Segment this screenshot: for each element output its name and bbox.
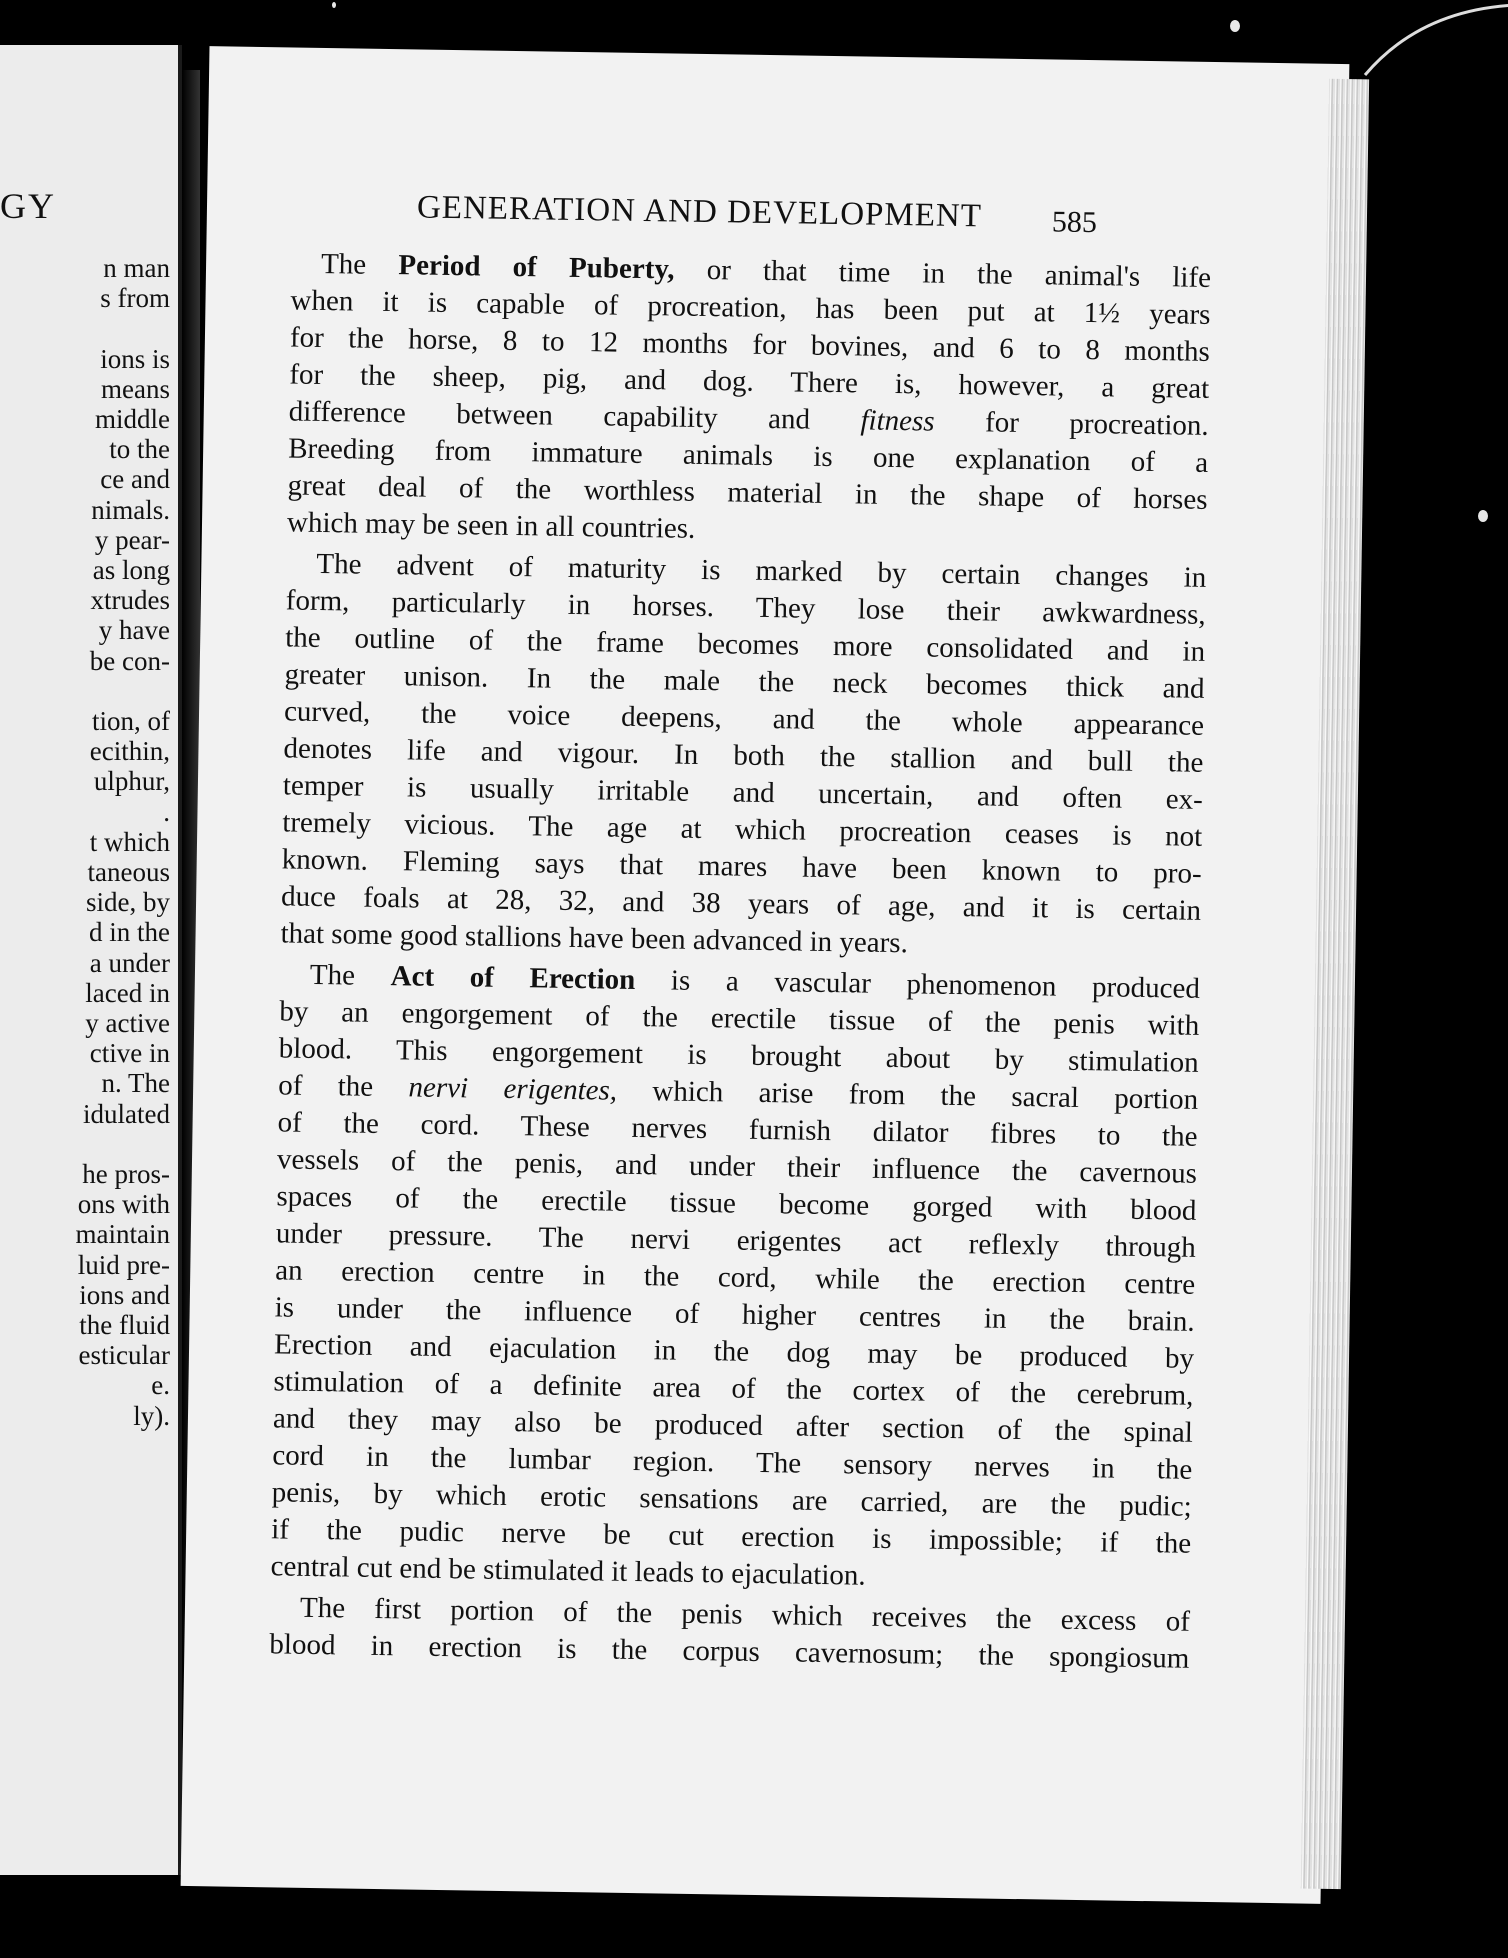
text-run: vessels of the penis, and under their influence the cavernous: [276, 1143, 1198, 1190]
left-page-line: .: [163, 796, 170, 827]
text-run: is a vascular phenomenon produced: [635, 963, 1201, 1005]
text-run: an erection centre in the cord, while the erection centre: [275, 1254, 1196, 1301]
text-run: stimulation of a definite area of the cortex of the cerebrum,: [273, 1365, 1194, 1412]
left-page-line: be con-: [89, 645, 170, 676]
left-page-line: y have: [98, 615, 170, 646]
text-run: of the cord. These nerves furnish dilator fibres to the: [277, 1106, 1198, 1153]
text-run: Breeding from immature animals is one explanation of a: [287, 432, 1209, 479]
text-run: by an engorgement of the erectile tissue of the penis with: [279, 995, 1200, 1042]
text-run: under pressure. The nervi erigentes act reflexly through: [275, 1217, 1197, 1264]
left-page-line: ecithin,: [89, 736, 170, 767]
text-run: The: [309, 958, 391, 993]
left-page-line: he pros-: [82, 1159, 170, 1189]
text-run: is under the influence of higher centres in the brain.: [274, 1291, 1195, 1338]
text-run: for the horse, 8 to 12 months for bovines, and 6 to 8 months: [289, 321, 1211, 368]
text-run: blood in erection is the corpus cavernosum; the spongiosum: [269, 1628, 1190, 1675]
text-run: that some good stallions have been advanced in years.: [280, 917, 909, 960]
left-page-line: nimals.: [91, 494, 170, 525]
text-run: penis, by which erotic sensations are carried, are the pudic;: [271, 1476, 1192, 1523]
text-run: denotes life and vigour. In both the stallion and bull the: [283, 732, 1204, 779]
paragraph: [287, 245, 1212, 555]
left-page-line: luid pre-: [77, 1249, 170, 1280]
left-page-line: laced in: [85, 977, 170, 1008]
left-page-line: ctive in: [89, 1038, 170, 1069]
left-page-line: maintain: [75, 1219, 170, 1250]
text-run: if the pudic nerve be cut erection is impossible; if the: [270, 1513, 1192, 1560]
text-run: for procreation.: [934, 405, 1209, 442]
bold-term: Act of Erection: [390, 960, 636, 996]
left-page-line: esticular: [78, 1340, 170, 1371]
left-page-line: ions is: [100, 343, 170, 374]
left-page-line: xtrudes: [90, 585, 170, 616]
paragraph: [270, 956, 1200, 1599]
left-page-line: taneous: [87, 857, 170, 887]
right-page-wrapper: [181, 46, 1350, 1904]
scan-speck: [1478, 510, 1488, 522]
scan-speck: [332, 2, 336, 8]
text-run: blood. This engorgement is brought about by stimulation: [278, 1032, 1199, 1079]
text-run: form, particularly in horses. They lose their awkwardness,: [285, 584, 1206, 631]
left-page-line: e.: [151, 1370, 170, 1401]
text-run: of the: [277, 1069, 409, 1104]
left-page-line: to the: [109, 434, 170, 465]
text-run: great deal of the worthless material in the shape of horses: [287, 469, 1208, 516]
page-curl-mark: [1360, 0, 1508, 80]
page-number: 585: [1051, 205, 1098, 240]
text-run: curved, the voice deepens, and the whole appearance: [283, 695, 1205, 742]
left-page-line: middle: [95, 404, 170, 434]
text-run: greater unison. In the male the neck becomes thick and: [284, 658, 1205, 705]
text-run: or that time in the animal's life: [674, 253, 1212, 294]
paragraph: [269, 1589, 1190, 1677]
text-run: tremely vicious. The age at which procreation ceases is not: [282, 806, 1203, 853]
text-run: The advent of maturity is marked by certain changes in: [316, 547, 1207, 594]
text-run: The: [320, 247, 399, 282]
left-page-line: n man: [103, 253, 170, 283]
left-running-head-fragment: GY: [0, 186, 56, 226]
left-page-line: y active: [85, 1008, 170, 1038]
italic-term: fitness: [860, 404, 935, 438]
left-page-line: s from: [100, 283, 170, 314]
text-run: cord in the lumbar region. The sensory nerves in the: [272, 1439, 1193, 1486]
left-page-line: ions and: [79, 1279, 170, 1310]
bold-term: Period of Puberty,: [398, 249, 675, 286]
left-page-line: side, by: [86, 887, 170, 918]
left-facing-page: [0, 45, 182, 1875]
text-run: when it is capable of procreation, has been put at 1½ years: [290, 284, 1211, 331]
text-run: Erection and ejaculation in the dog may be produced by: [273, 1328, 1195, 1375]
left-page-line: a under: [89, 947, 170, 978]
left-page-line: as long: [92, 555, 170, 585]
text-run: difference between capability and: [288, 395, 861, 437]
text-run: temper is usually irritable and uncertain, and often ex-: [282, 769, 1204, 816]
left-page-line: idulated: [83, 1098, 170, 1129]
text-run: The first portion of the penis which receives the excess of: [299, 1591, 1191, 1638]
left-page-line: tion, of: [92, 706, 170, 736]
left-page-line: the fluid: [79, 1310, 170, 1340]
left-page-line: ons with: [77, 1189, 170, 1220]
left-page-line: d in the: [89, 917, 170, 948]
running-head: GENERATION AND DEVELOPMENT: [416, 189, 983, 235]
left-page-line: n. The: [101, 1068, 170, 1099]
left-page-line: ce and: [100, 464, 170, 495]
paragraph: [280, 545, 1206, 966]
text-run: which may be seen in all countries.: [286, 506, 696, 545]
left-page-line: means: [101, 373, 170, 404]
body-text: [269, 245, 1211, 1681]
right-page: [181, 46, 1350, 1904]
text-run: central cut end be stimulated it leads to ejaculation.: [270, 1550, 866, 1592]
scan-speck: [1230, 20, 1240, 32]
text-run: spaces of the erectile tissue become gorged with blood: [276, 1180, 1197, 1227]
text-run: duce foals at 28, 32, and 38 years of age, and it is certain: [280, 880, 1202, 927]
text-run: and they may also be produced after section of the spinal: [272, 1402, 1194, 1449]
text-run: the outline of the frame becomes more consolidated and in: [284, 621, 1206, 668]
italic-term: nervi erigentes,: [408, 1071, 618, 1107]
left-page-line: t which: [89, 826, 170, 857]
text-run: for the sheep, pig, and dog. There is, however, a great: [289, 358, 1210, 405]
left-page-line: ly).: [133, 1400, 170, 1431]
text-run: known. Fleming says that mares have been known to pro-: [281, 843, 1202, 890]
text-run: which arise from the sacral portion: [616, 1074, 1199, 1116]
left-page-line: y pear-: [94, 524, 170, 555]
left-page-line: ulphur,: [93, 766, 170, 797]
